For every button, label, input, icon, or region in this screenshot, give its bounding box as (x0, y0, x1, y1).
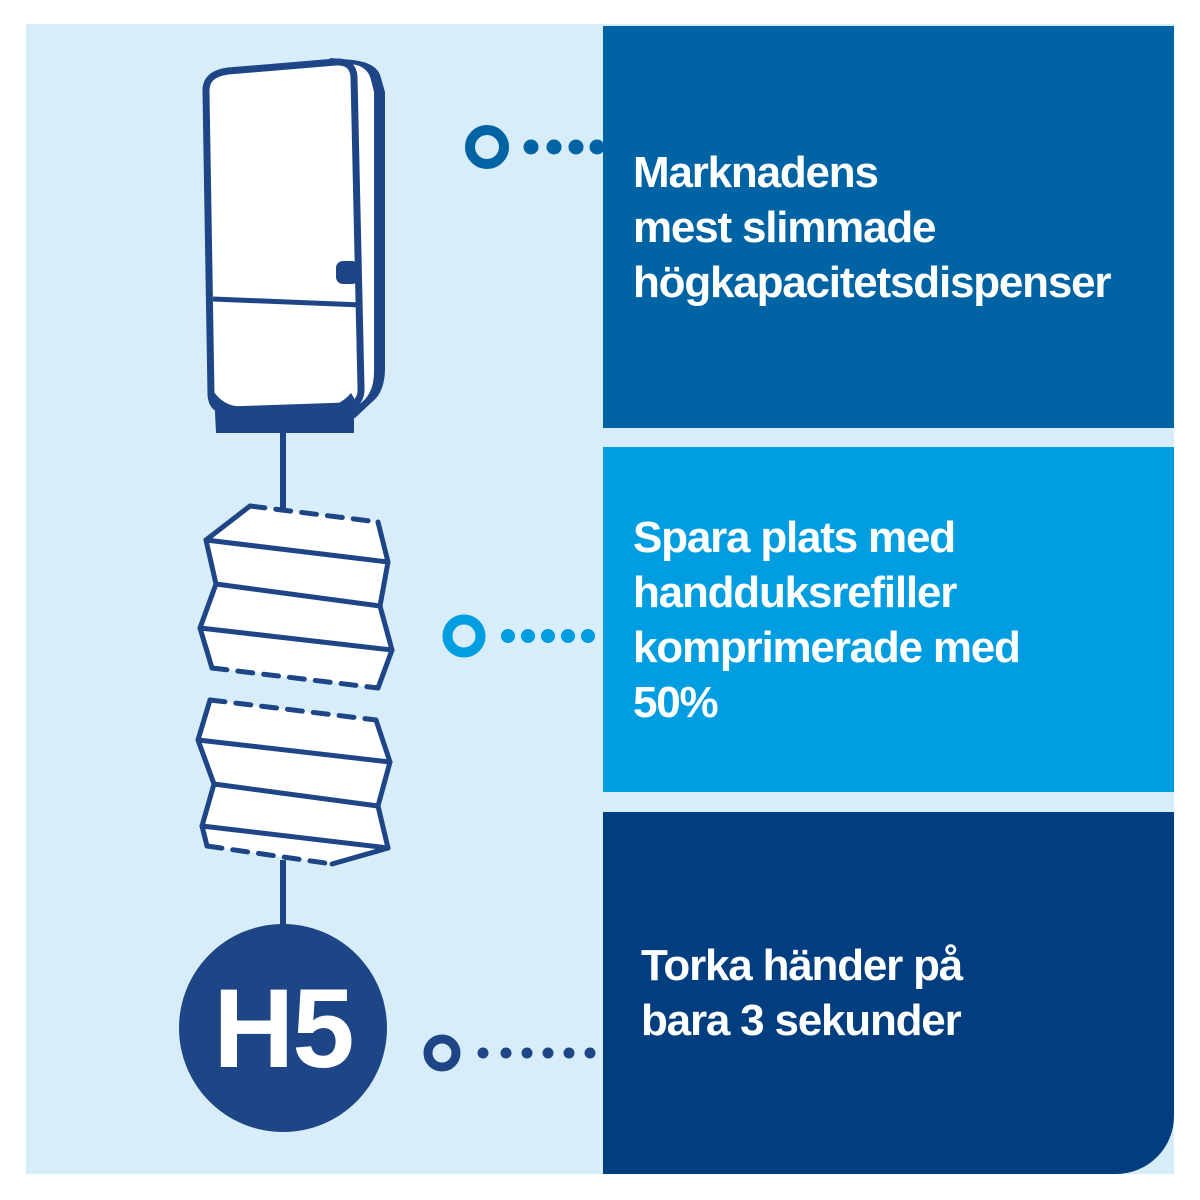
callout-ring-dots-3 (428, 1039, 596, 1067)
feature-line: högkapacitetsdispenser (633, 257, 1111, 307)
callout-ring-icon (448, 620, 481, 653)
paper-towel-stack-illustration (198, 506, 392, 864)
feature-line: Torka händer på (641, 941, 963, 990)
feature-box-dry-hands (603, 812, 1174, 1174)
callout-ring-icon (428, 1039, 456, 1067)
dispenser-front-face (206, 62, 361, 410)
h5-system-badge (179, 924, 387, 1132)
callout-ring-icon (470, 130, 504, 164)
feature-line: Marknadens (633, 147, 878, 197)
feature-box-save-space (603, 447, 1174, 792)
dispenser-lock-button (336, 261, 359, 284)
h5-badge-label: H5 (213, 965, 353, 1091)
feature-line: Spara plats med (633, 512, 955, 562)
feature-line: handduksrefiller (633, 567, 957, 617)
callout-ring-dots-2 (448, 620, 596, 653)
callout-ring-dots-1 (470, 130, 605, 164)
dispenser-illustration (206, 58, 385, 433)
feature-line: komprimerade med (633, 622, 1020, 672)
feature-line: 50% (633, 677, 718, 727)
feature-box-slim-dispenser (603, 26, 1174, 428)
feature-line: bara 3 sekunder (641, 996, 961, 1045)
feature-line: mest slimmade (633, 202, 936, 252)
